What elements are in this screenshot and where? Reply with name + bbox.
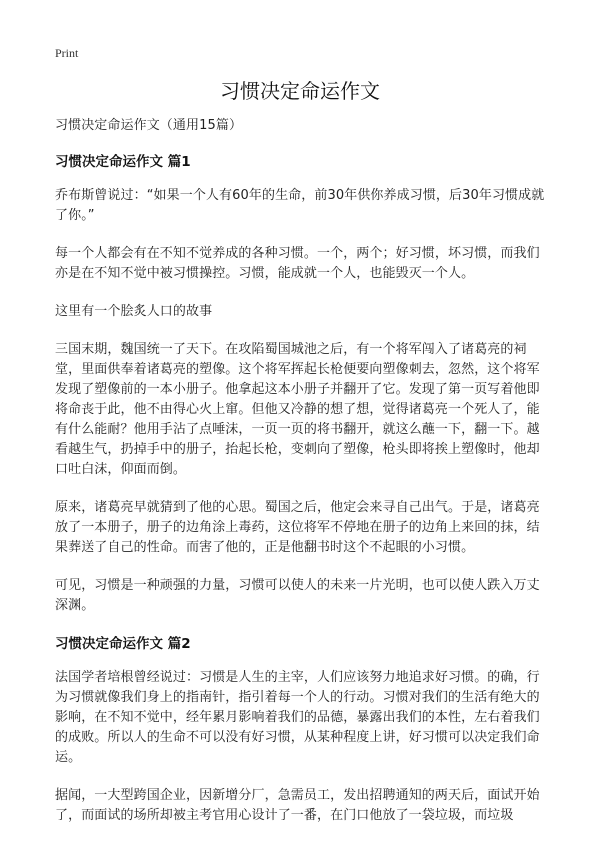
document-body [55,116,549,844]
paragraph: 法国学者培根曾经说过：习惯是人生的主宰，人们应该努力地追求好习惯。的确，行为习惯就像我们身上的指南针，指引着每一个人的行动。习惯对我们的生活有绝大的影响，在不知不觉中，经年累月影响着我们的品德，暴露出我们的本性，左右着我们的成败。所以人的生命不可以没有好习惯，从某种程度上讲，好习惯可以决定我们命运。 [55,670,540,765]
paragraph: 据闻，一大型跨国企业，因新增分厂，急需员工，发出招聘通知的两天后，面试开始了，而面试的场所却被主考官用心设计了一番，在门口他放了一袋垃圾，而垃圾 [55,788,540,823]
document-title: 习惯决定命运作文 [220,79,380,103]
section-heading-1: 习惯决定命运作文 篇1 [55,154,191,170]
paragraph: 原来，诸葛亮早就猜到了他的心思。蜀国之后，他定会来寻自己出气。于是，诸葛亮放了一本册子，册子的边角涂上毒药，这位将军不停地在册子的边角上来回的抹，结果葬送了自己的性命。而害了他的，正是他翻书时这个不起眼的小习惯。 [55,500,540,555]
paragraph: 每一个人都会有在不知不觉养成的各种习惯。一个，两个；好习惯，坏习惯，而我们亦是在不知不觉中被习惯操控。习惯，能成就一个人，也能毁灭一个人。 [55,246,540,281]
document-subtitle: 习惯决定命运作文（通用15篇） [55,118,243,133]
paragraph: 三国末期，魏国统一了天下。在攻陷蜀国城池之后，有一个将军闯入了诸葛亮的祠堂，里面供奉着诸葛亮的塑像。这个将军挥起长枪便要向塑像刺去，忽然，这个将军发现了塑像前的一本小册子。他拿起这本小册子并翻开了它。发现了第一页写着他即将命丧于此，他不由得心火上窜。但他又冷静的想了想，觉得诸葛亮一个死人了，能有什么能耐？他用手沾了点唾沫，一页一页的将书翻开，就这么蘸一下，翻一下。越看越生气，扔掉手中的册子，抬起长枪，变刺向了塑像，枪头即将挨上塑像时，他却口吐白沫，仰面而倒。 [55,342,540,477]
section-heading-2: 习惯决定命运作文 篇2 [55,636,191,652]
paragraph: 可见，习惯是一种顽强的力量，习惯可以使人的未来一片光明，也可以使人跌入万丈深渊。 [55,578,540,613]
print-label: Print [55,46,79,60]
paragraph: 这里有一个脍炙人口的故事 [55,304,213,319]
paragraph: 乔布斯曾说过：“如果一个人有60年的生命，前30年供你养成习惯，后30年习惯成就了你。” [55,188,545,223]
